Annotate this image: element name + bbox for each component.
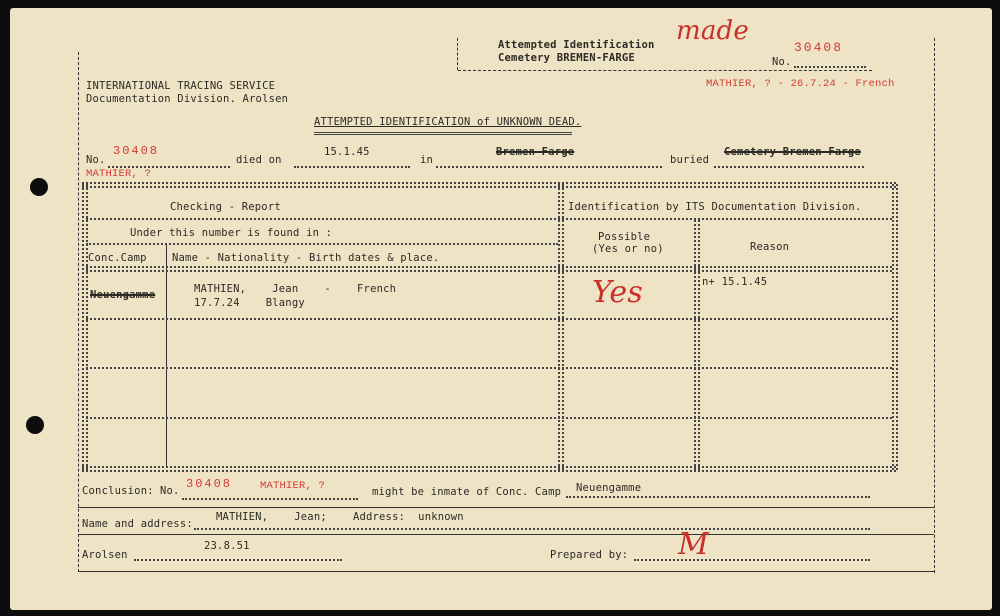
row-rule-1 [86,218,892,220]
header-no-value: 30408 [794,40,844,55]
punch-hole [26,416,44,434]
under-number-header: Under this number is found in : [130,227,333,239]
made-mark: made [676,16,749,46]
table-right-border-2 [896,184,898,470]
header-box-left [457,38,458,70]
table-top-border-2 [82,186,896,188]
death-no-label: No. [86,154,106,166]
date-dotline [134,559,342,561]
row-rule-5 [86,367,892,369]
row-rule-3b [86,270,892,272]
footer-rule-2 [78,534,934,535]
died-on-dotline [294,166,410,168]
row1-name-line1: MATHIEN, Jean - French [194,283,397,295]
row1-possible: Yes [592,275,643,310]
conclusion-no-label: No. [160,485,180,497]
row1-reason: n+ 15.1.45 [702,276,768,288]
cemetery-line: Cemetery BREMEN-FARGE [498,52,635,64]
conclusion-dotline [182,498,358,500]
header-no-label: No. [772,56,792,68]
buried-label: buried [670,154,710,166]
row-rule-6 [86,417,892,419]
org-line1: INTERNATIONAL TRACING SERVICE [86,80,276,92]
table-bottom-border-2 [82,470,896,472]
row1-name-line2: 17.7.24 Blangy [194,297,305,309]
title-double-rule [314,132,572,135]
arolsen-label: Arolsen [82,549,128,561]
prepared-initials: M [678,527,709,562]
in-dotline [436,166,662,168]
table-left-border-2 [86,184,88,470]
table-bottom-border [82,466,896,468]
header-no-dotline [794,66,866,68]
footer-rule-3 [78,571,934,572]
table-top-border [82,182,896,184]
conclusion-no-value: 30408 [186,477,233,491]
row-rule-2 [86,243,558,245]
identification-header: Identification by ITS Documentation Division. [568,201,862,213]
org-line2: Documentation Division. Arolsen [86,93,289,105]
name-address-dotline [194,528,870,530]
checking-report-header: Checking - Report [170,201,281,213]
death-no-value: 30408 [113,144,160,158]
divider-camp [166,244,167,466]
col-reason-header: Reason [750,241,790,253]
table-left-border [82,184,84,470]
col-possible-header-2: (Yes or no) [592,243,664,255]
in-value: Bremen-Farge [496,146,575,158]
divider-middle-2 [562,184,564,470]
prepared-dotline [634,559,870,561]
conclusion-name-value: MATHIER, ? [260,480,326,492]
row-rule-3 [86,266,892,268]
attempted-title: Attempted Identification [498,39,655,51]
camp-dotline [566,496,870,498]
date-value: 23.8.51 [204,540,250,552]
footer-rule-1 [78,507,934,508]
row1-camp: Neuengamme [90,289,156,301]
form-title: ATTEMPTED IDENTIFICATION of UNKNOWN DEAD. [314,116,582,128]
divider-middle [558,184,560,470]
buried-dotline [714,166,864,168]
death-name-value: MATHIER, ? [86,168,152,180]
col-name-header: Name - Nationality - Birth dates & place. [172,252,440,264]
table-right-border [892,184,894,470]
header-box-bottom [458,70,872,71]
name-address-label: Name and address: [82,518,193,530]
case-summary: MATHIER, ? - 26.7.24 - French [706,78,895,90]
col-possible-header: Possible [598,231,651,243]
in-label: in [420,154,434,166]
camp-value: Neuengamme [576,482,642,494]
died-on-value: 15.1.45 [324,146,370,158]
buried-value: Cemetery Bremen-Farge [724,146,861,158]
frame-left [78,52,79,572]
row-rule-4 [86,318,892,320]
conclusion-label: Conclusion: [82,485,154,497]
frame-right [934,38,935,573]
punch-hole [30,178,48,196]
col-camp-header: Conc.Camp [88,252,147,264]
name-address-value: MATHIEN, Jean; Address: unknown [216,511,464,523]
inmate-label: might be inmate of Conc. Camp [372,486,562,498]
divider-possible [694,220,696,470]
died-on-label: died on [236,154,282,166]
index-card [10,8,992,610]
prepared-label: Prepared by: [550,549,629,561]
divider-possible-2 [698,220,700,470]
